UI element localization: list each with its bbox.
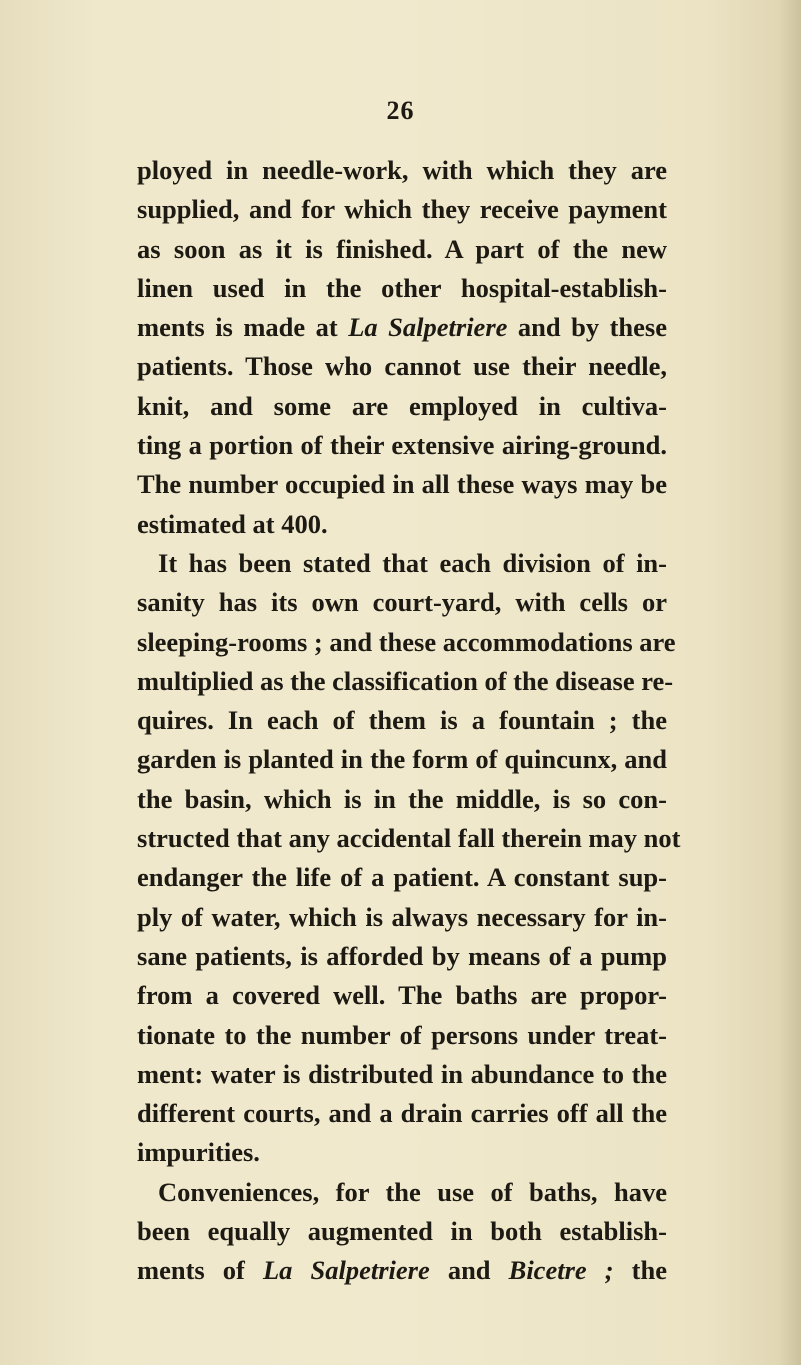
text-line: from a covered well. The baths are propor- — [137, 980, 667, 1011]
text-line: structed that any accidental fall therein may not — [137, 823, 681, 854]
text-line: been equally augmented in both establish- — [137, 1216, 667, 1247]
body-text — [137, 151, 681, 1291]
text-line: The number occupied in all these ways may be — [137, 469, 667, 500]
text-line: ply of water, which is always necessary for in- — [137, 901, 667, 932]
text-line: supplied, and for which they receive payment — [137, 194, 667, 225]
text-line: tionate to the number of persons under treat- — [137, 1019, 667, 1050]
text-line: linen used in the other hospital-establish- — [137, 272, 667, 303]
italic-place-name: Bicetre ; — [508, 1255, 614, 1286]
italic-place-name: La Salpetriere — [262, 1255, 430, 1286]
text-line: ting a portion of their extensive airing-ground. — [137, 430, 667, 461]
text-line: as soon as it is finished. A part of the new — [137, 233, 667, 264]
text-line: ployed in needle-work, with which they are — [137, 155, 667, 185]
text-line: ments of La Salpetriere and Bicetre ; the — [137, 1255, 667, 1286]
text-line: quires. In each of them is a fountain ; the — [137, 705, 667, 736]
text-line: knit, and some are employed in cultiva- — [137, 390, 667, 421]
text-line: sanity has its own court-yard, with cells or — [137, 587, 667, 618]
text-line: ments is made at La Salpetriere and by these — [137, 312, 667, 343]
text-line: garden is planted in the form of quincunx, and — [137, 744, 667, 775]
text-line: patients. Those who cannot use their needle, — [137, 351, 667, 382]
text-line-paragraph-start: It has been stated that each division of in- — [158, 547, 667, 578]
text-line: different courts, and a drain carries off all the — [137, 1098, 667, 1129]
text-line: sleeping-rooms ; and these accommodations are — [137, 626, 676, 657]
text-line-paragraph-end: impurities. — [137, 1137, 260, 1168]
page-edge-shadow — [779, 0, 801, 1365]
text-line: endanger the life of a patient. A constant sup- — [137, 862, 667, 893]
text-line-paragraph-end: estimated at 400. — [137, 508, 328, 539]
text-line-paragraph-start: Conveniences, for the use of baths, have — [158, 1176, 667, 1207]
italic-place-name: La Salpetriere — [348, 312, 508, 343]
text-line: sane patients, is afforded by means of a pump — [137, 940, 667, 971]
page-number: 26 — [386, 96, 415, 125]
text-line: the basin, which is in the middle, is so con- — [137, 783, 667, 814]
text-line: multiplied as the classification of the disease re- — [137, 665, 674, 696]
text-line: ment: water is distributed in abundance to the — [137, 1058, 667, 1089]
